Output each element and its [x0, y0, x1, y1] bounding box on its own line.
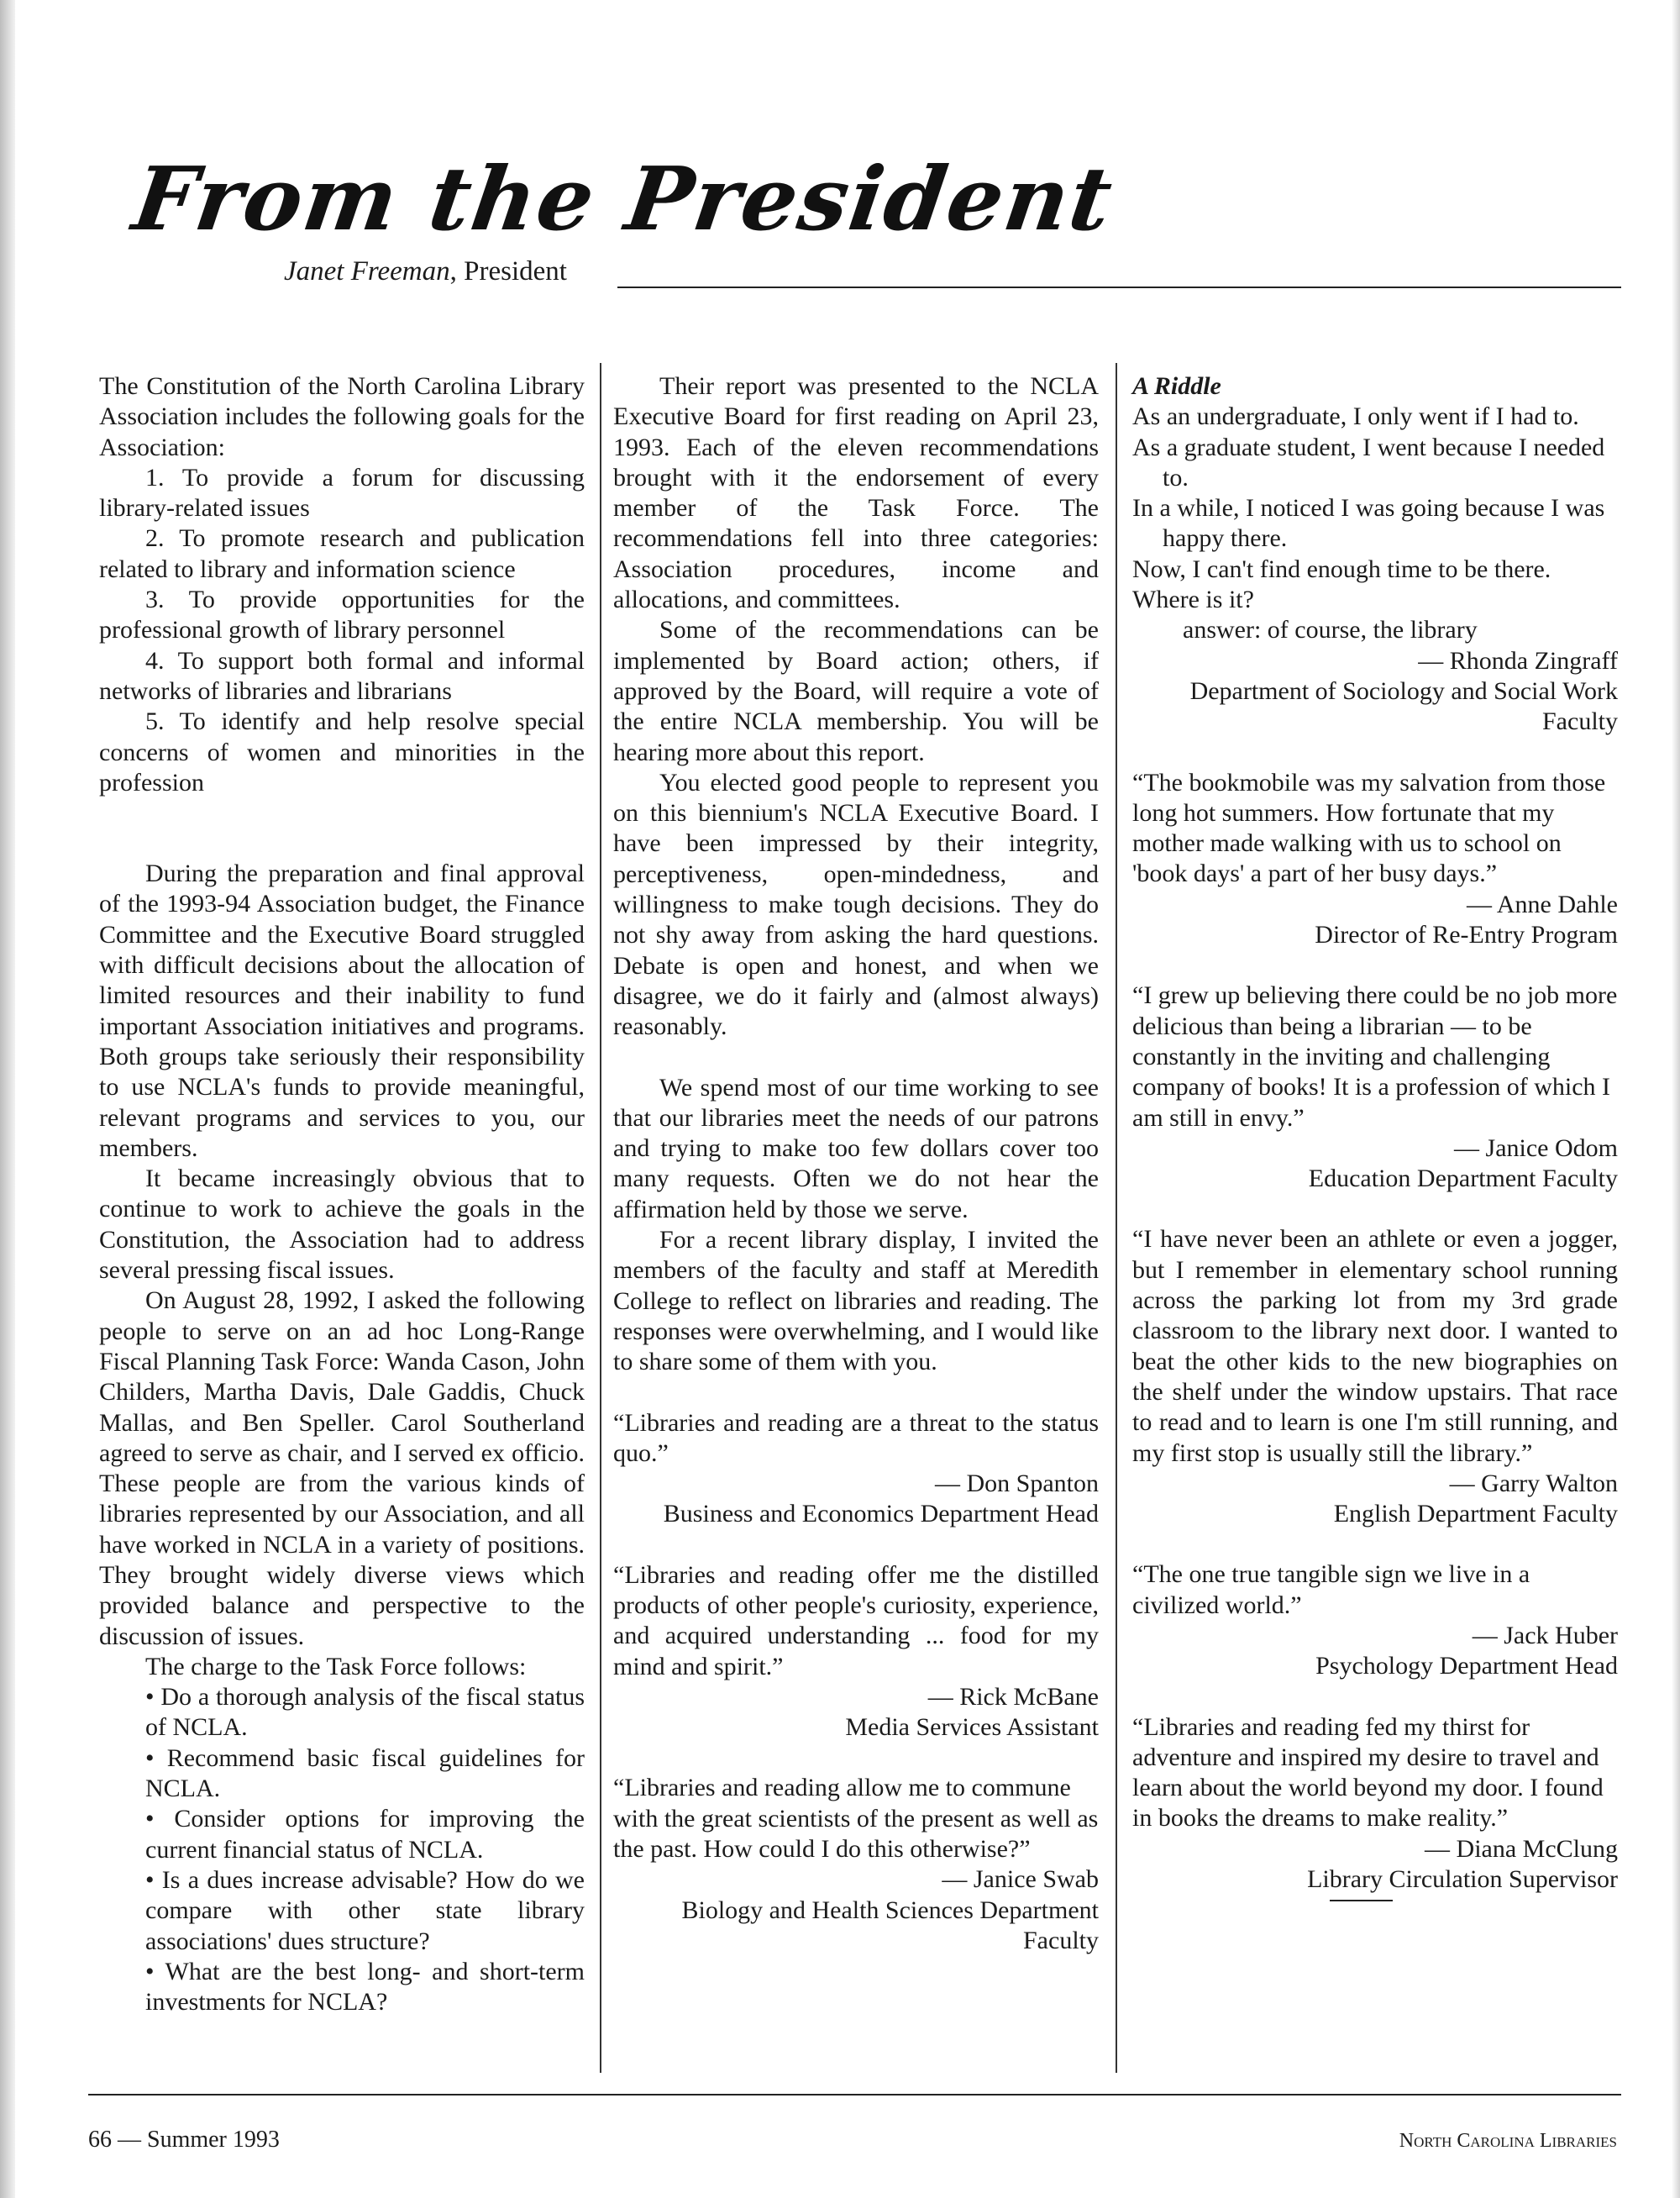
- charge-bullet: • Do a thorough analysis of the fiscal status of NCLA.: [145, 1683, 585, 1742]
- body-paragraph: During the preparation and final approval of the 1993-94 Association budget, the Finance Committee and the Executive Board struggled with difficult decisions about the allocation of limited resources and their inability to fund important Association initiatives and programs. Both groups take seriously their responsibility to use NCLA's funds to provide meaningful, relevant programs and services to you, our members.: [99, 860, 585, 1162]
- middle-column: [613, 371, 1099, 1956]
- goal-item: 4. To support both formal and informal networks of libraries and librarians: [99, 646, 585, 705]
- quote-author: — Diana McClung: [1425, 1834, 1618, 1863]
- quote-role: Education Department Faculty: [1308, 1165, 1618, 1193]
- body-paragraph: Their report was presented to the NCLA Executive Board for first reading on April 23, 1993. Each of the eleven recommendations brought with it the endorsement of every member of the Task Force. The recommendations fell into three categories: Association procedures, income and allocations, and committees.: [613, 372, 1099, 614]
- quote-author: — Rhonda Zingraff: [1418, 646, 1618, 675]
- right-column: [1132, 371, 1618, 1901]
- byline-role: , President: [449, 256, 567, 287]
- left-column: [99, 371, 585, 2017]
- page-edge-shadow: [0, 0, 15, 2198]
- body-paragraph: On August 28, 1992, I asked the following people to serve on an ad hoc Long-Range Fiscal Planning Task Force: Wanda Cason, John Childers, Martha Davis, Dale Gaddis, Chuck Mallas, and Ben Speller. Carol Southerland agreed to serve as chair, and I served ex officio. These people are from the various kinds of libraries represented by our Association, and all have worked in NCLA in a variety of positions. They brought widely diverse views which provided balance and perspective to the discussion of issues.: [99, 1286, 585, 1650]
- charge-bullet: • Consider options for improving the current financial status of NCLA.: [145, 1805, 585, 1864]
- byline-name: Janet Freeman: [284, 256, 450, 287]
- riddle-line: As an undergraduate, I only went if I had to.: [1132, 402, 1579, 431]
- journal-name: North Carolina Libraries: [1399, 2130, 1617, 2152]
- riddle-line: Where is it?: [1132, 586, 1254, 614]
- quote-role: English Department Faculty: [1333, 1500, 1618, 1528]
- quote-author: — Jack Huber: [1472, 1621, 1618, 1649]
- quote-author: — Rick McBane: [927, 1682, 1099, 1711]
- riddle-line: In a while, I noticed I was going because I was happy there.: [1132, 494, 1605, 553]
- charge-bullet: • Is a dues increase advisable? How do we compare with other state library associations' dues structure?: [145, 1865, 585, 1955]
- body-paragraph: For a recent library display, I invited the members of the faculty and staff at Meredith College to reflect on libraries and reading. The responses were overwhelming, and I would like to share some of them with you.: [613, 1226, 1099, 1376]
- byline-rule: [617, 287, 1621, 288]
- end-mark: [1330, 1900, 1393, 1901]
- quote-role: Library Circulation Supervisor: [1307, 1865, 1618, 1894]
- quote-text: “Libraries and reading offer me the distilled products of other people's curiosity, experience, and acquired understanding ... food for my mind and spirit.”: [613, 1560, 1099, 1680]
- body-paragraph: We spend most of our time working to see that our libraries meet the needs of our patrons and trying to make too few dollars cover too many requests. Often we do not hear the affirmation held by those we serve.: [613, 1073, 1099, 1223]
- body-paragraph: Some of the recommendations can be implemented by Board action; others, if approved by the Board, will require a vote of the entire NCLA membership. You will be hearing more about this report.: [613, 616, 1099, 766]
- quote-role: Director of Re-Entry Program: [1315, 921, 1618, 949]
- charge-heading: The charge to the Task Force follows:: [145, 1652, 527, 1680]
- quote-role: Business and Economics Department Head: [663, 1500, 1099, 1528]
- footer-rule: [88, 2094, 1621, 2095]
- quote-text: “The bookmobile was my salvation from those long hot summers. How fortunate that my mother made walking with us to school on 'book days' a part of her busy days.”: [1132, 768, 1606, 888]
- charge-bullet: • What are the best long- and short-term investments for NCLA?: [145, 1957, 585, 2017]
- quote-text: “I have never been an athlete or even a jogger, but I remember in elementary school running across the parking lot from my 3rd grade classroom to the library next door. I wanted to beat the other kids to the new biographies on the shelf under the window upstairs. That race to read and to learn is one I'm still running, and my first stop is usually still the library.”: [1132, 1225, 1618, 1467]
- quote-text: “Libraries and reading allow me to commune with the great scientists of the present as well as the past. How could I do this otherwise?”: [613, 1774, 1099, 1864]
- quote-role: Media Services Assistant: [845, 1713, 1099, 1742]
- quote-role: Psychology Department Head: [1315, 1652, 1618, 1680]
- body-paragraph: It became increasingly obvious that to continue to work to achieve the goals in the Constitution, the Association had to address several pressing fiscal issues.: [99, 1165, 585, 1285]
- page-folio: 66 — Summer 1993: [88, 2127, 280, 2153]
- quote-author: — Garry Walton: [1449, 1469, 1618, 1497]
- quote-role: Biology and Health Sciences Department Faculty: [681, 1896, 1099, 1954]
- quote-author: — Janice Odom: [1454, 1133, 1618, 1162]
- goal-item: 3. To provide opportunities for the professional growth of library personnel: [99, 586, 585, 644]
- goal-item: 2. To promote research and publication related to library and information science: [99, 524, 585, 583]
- column-divider-right: [1116, 363, 1117, 2073]
- quote-author: — Don Spanton: [935, 1470, 1099, 1498]
- quote-text: “I grew up believing there could be no job more delicious than being a librarian — to be constantly in the inviting and challenging company of books! It is a profession of which I am still in envy.”: [1132, 981, 1618, 1132]
- goal-item: 5. To identify and help resolve special concerns of women and minorities in the profession: [99, 707, 585, 797]
- body-paragraph: You elected good people to represent you on this biennium's NCLA Executive Board. I have been impressed by their integrity, perceptiveness, open-mindedness, and willingness to make tough decisions. They do not shy away from asking the hard questions. Debate is open and honest, and when we disagree, we do it fairly and (almost always) reasonably.: [613, 768, 1099, 1041]
- quote-role: Department of Sociology and Social Work Faculty: [1189, 676, 1618, 736]
- page-right-edge: [1672, 0, 1680, 2198]
- intro-paragraph: The Constitution of the North Carolina Library Association includes the following goals for the Association:: [99, 372, 585, 461]
- riddle-line: Now, I can't find enough time to be there.: [1132, 555, 1551, 583]
- column-divider-left: [600, 363, 601, 2073]
- page-title: From the President: [127, 147, 1120, 250]
- goal-item: 1. To provide a forum for discussing library-related issues: [99, 463, 585, 523]
- quote-text: “Libraries and reading are a threat to the status quo.”: [613, 1408, 1099, 1467]
- quote-author: — Janice Swab: [942, 1865, 1099, 1894]
- riddle-answer: answer: of course, the library: [1183, 616, 1478, 644]
- riddle-title: A Riddle: [1132, 372, 1221, 400]
- charge-bullet: • Recommend basic fiscal guidelines for NCLA.: [145, 1743, 585, 1803]
- quote-text: “The one true tangible sign we live in a civilized world.”: [1132, 1560, 1530, 1619]
- quote-text: “Libraries and reading fed my thirst for adventure and inspired my desire to travel and learn about the world beyond my door. I found in books the dreams to make reality.”: [1132, 1712, 1604, 1833]
- byline: [284, 256, 567, 287]
- riddle-line: As a graduate student, I went because I needed to.: [1132, 433, 1605, 492]
- quote-author: — Anne Dahle: [1467, 890, 1618, 918]
